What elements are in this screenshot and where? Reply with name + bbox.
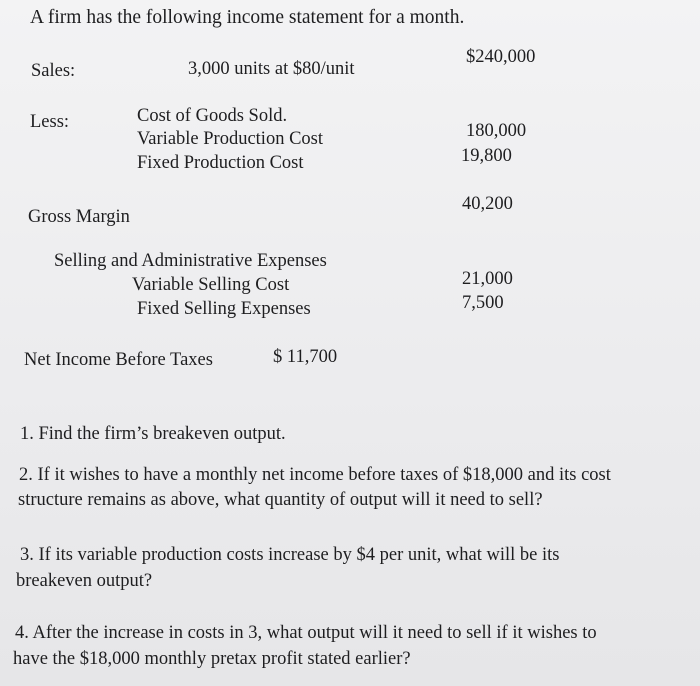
question-1: 1. Find the firm’s breakeven output. bbox=[20, 424, 286, 444]
question-4-line-2: have the $18,000 monthly pretax profit stated earlier? bbox=[13, 649, 411, 669]
fixed-production-label: Fixed Production Cost bbox=[137, 153, 304, 173]
sga-heading: Selling and Administrative Expenses bbox=[54, 251, 327, 271]
variable-selling-label: Variable Selling Cost bbox=[132, 275, 290, 295]
variable-selling-amount: 21,000 bbox=[462, 269, 513, 289]
question-2-line-1: 2. If it wishes to have a monthly net income before taxes of $18,000 and its cost bbox=[19, 465, 611, 485]
variable-production-amount: 180,000 bbox=[466, 121, 527, 141]
question-4-line-1: 4. After the increase in costs in 3, what output will it need to sell if it wishes to bbox=[15, 623, 597, 643]
net-income-amount: $ 11,700 bbox=[273, 347, 338, 367]
cogs-heading: Cost of Goods Sold. bbox=[137, 106, 288, 126]
question-3-line-2: breakeven output? bbox=[16, 571, 153, 591]
variable-production-label: Variable Production Cost bbox=[137, 129, 324, 149]
gross-margin-label: Gross Margin bbox=[28, 207, 130, 227]
gross-margin-amount: 40,200 bbox=[462, 194, 513, 214]
sales-label: Sales: bbox=[31, 61, 76, 81]
heading: A firm has the following income statement for a month. bbox=[30, 7, 465, 28]
less-label: Less: bbox=[30, 112, 70, 132]
net-income-label: Net Income Before Taxes bbox=[24, 350, 213, 370]
sales-detail: 3,000 units at $80/unit bbox=[188, 59, 355, 79]
fixed-selling-amount: 7,500 bbox=[462, 293, 504, 313]
question-3-line-1: 3. If its variable production costs increase by $4 per unit, what will be its bbox=[20, 545, 560, 565]
fixed-selling-label: Fixed Selling Expenses bbox=[137, 299, 311, 319]
fixed-production-amount: 19,800 bbox=[461, 146, 512, 166]
sales-amount: $240,000 bbox=[466, 47, 536, 67]
question-2-line-2: structure remains as above, what quantity of output will it need to sell? bbox=[18, 490, 543, 510]
